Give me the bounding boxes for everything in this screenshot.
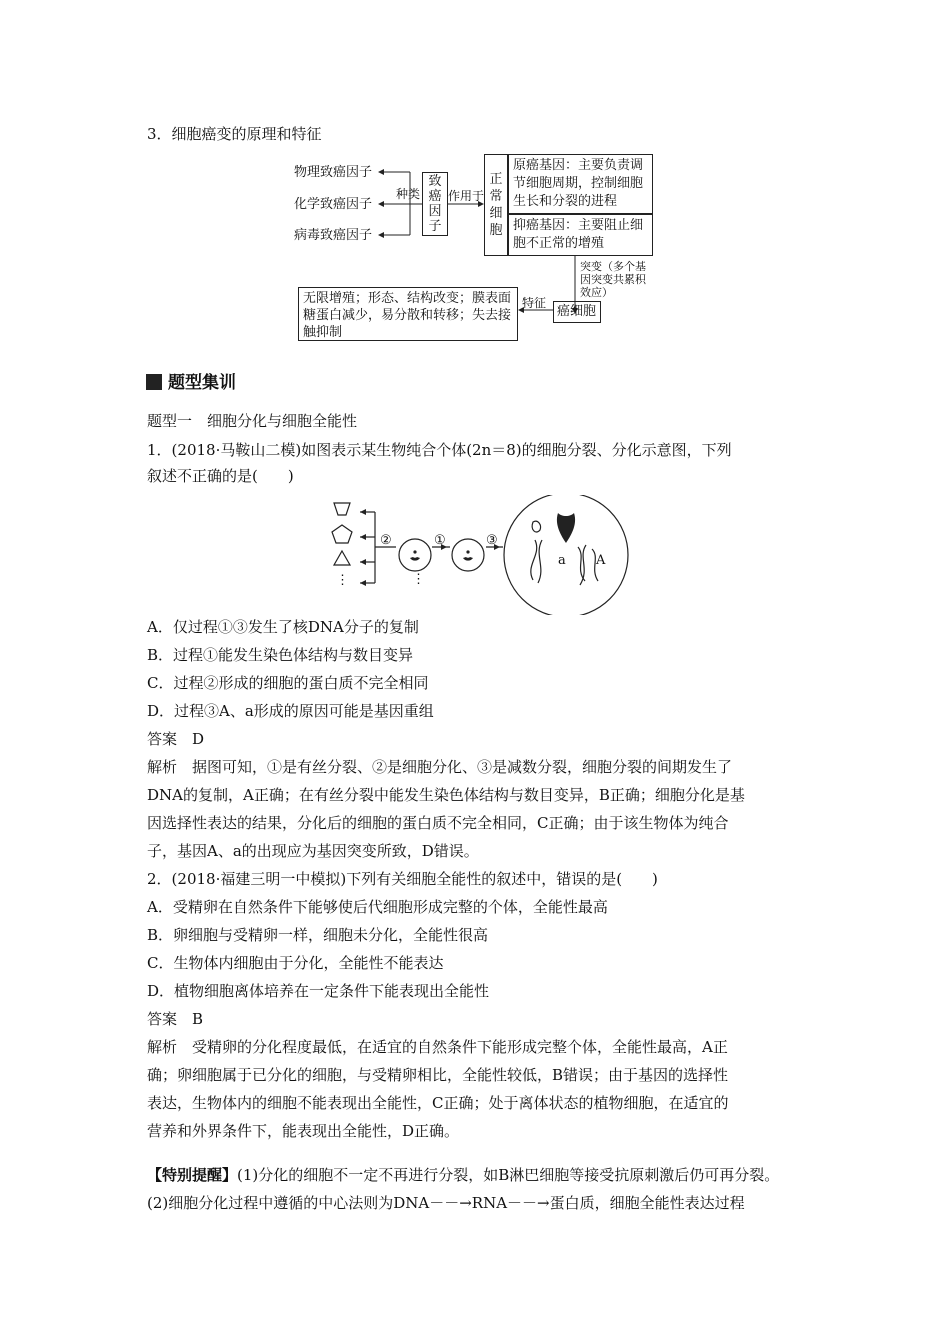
physical-factor: 物理致癌因子 bbox=[294, 165, 373, 180]
kind-label: 种类 bbox=[396, 187, 421, 201]
q2-answer: 答案 B bbox=[147, 1010, 204, 1028]
q2-option-d: D．植物细胞离体培养在一定条件下能表现出全能性 bbox=[147, 982, 490, 1000]
q1-option-c: C．过程②形成的细胞的蛋白质不完全相同 bbox=[147, 674, 429, 692]
tip-line1: 【特别提醒】(1)分化的细胞不一定不再进行分裂，如B淋巴细胞等接受抗原刺激后仍可再分裂。 bbox=[147, 1166, 780, 1184]
gene-A-label: A bbox=[596, 553, 606, 568]
q1-answer: 答案 D bbox=[147, 730, 205, 748]
q2-option-c: C．生物体内细胞由于分化，全能性不能表达 bbox=[147, 954, 444, 972]
q2-explanation-4: 营养和外界条件下，能表现出全能性，D正确。 bbox=[147, 1122, 460, 1140]
q1-option-d: D．过程③A、a形成的原因可能是基因重组 bbox=[147, 702, 434, 720]
viral-factor: 病毒致癌因子 bbox=[294, 228, 373, 243]
cancer-diagram bbox=[290, 150, 670, 345]
type1-title: 题型一 细胞分化与细胞全能性 bbox=[147, 412, 358, 430]
q2-explanation-1: 解析 受精卵的分化程度最低，在适宜的自然条件下能形成完整个体，全能性最高，A正 bbox=[147, 1038, 728, 1056]
acts-label: 作用于 bbox=[448, 189, 485, 203]
q2-option-a: A．受精卵在自然条件下能够使后代细胞形成完整的个体，全能性最高 bbox=[147, 898, 608, 916]
process-2-label: ② bbox=[380, 533, 392, 548]
q1-option-b: B．过程①能发生染色体结构与数目变异 bbox=[147, 646, 414, 664]
q1-option-a: A．仅过程①③发生了核DNA分子的复制 bbox=[147, 618, 419, 636]
section-header: 题型集训 bbox=[146, 368, 236, 393]
q1-explanation-1: 解析 据图可知，①是有丝分裂、②是细胞分化、③是减数分裂，细胞分裂的间期发生了 bbox=[147, 758, 733, 776]
dots-mid: ⋮ bbox=[412, 572, 425, 587]
cancer-cell-box: 癌细胞 bbox=[553, 301, 601, 323]
chemical-factor: 化学致癌因子 bbox=[294, 197, 373, 212]
process-3-label: ③ bbox=[486, 533, 498, 548]
q1-explanation-3: 因选择性表达的结果，分化后的细胞的蛋白质不完全相同，C正确；由于该生物体为纯合 bbox=[147, 814, 729, 832]
q1-stem-line1: 1．(2018·马鞍山二模)如图表示某生物纯合个体(2n＝8)的细胞分裂、分化示意图，下列 bbox=[147, 441, 732, 459]
dots-left: ⋮ bbox=[336, 573, 349, 588]
tumor-suppressor-box: 抑癌基因：主要阻止细胞不正常的增殖 bbox=[508, 214, 653, 256]
feature-box: 无限增殖；形态、结构改变；膜表面糖蛋白减少，易分散和转移；失去接触抑制 bbox=[298, 287, 518, 341]
section3-title: 3．细胞癌变的原理和特征 bbox=[147, 125, 322, 143]
carcinogen-box: 致癌因子 bbox=[422, 172, 448, 236]
q1-explanation-2: DNA的复制，A正确；在有丝分裂中能发生染色体结构与数目变异，B正确；细胞分化是基 bbox=[147, 786, 745, 804]
tip-label: 【特别提醒】 bbox=[147, 1166, 238, 1184]
q2-explanation-3: 表达，生物体内的细胞不能表现出全能性，C正确；处于离体状态的植物细胞，在适宜的 bbox=[147, 1094, 729, 1112]
proto-oncogene-box: 原癌基因：主要负责调节细胞周期，控制细胞生长和分裂的进程 bbox=[508, 154, 653, 214]
q2-option-b: B．卵细胞与受精卵一样，细胞未分化，全能性很高 bbox=[147, 926, 489, 944]
q1-explanation-4: 子，基因A、a的出现应为基因突变所致，D错误。 bbox=[147, 842, 479, 860]
q2-stem: 2．(2018·福建三明一中模拟)下列有关细胞全能性的叙述中，错误的是( ) bbox=[147, 870, 658, 888]
tip-line2: (2)细胞分化过程中遵循的中心法则为DNA－－→RNA－－→蛋白质，细胞全能性表达过程 bbox=[147, 1194, 745, 1212]
mutation-label: 突变（多个基因突变共累积效应） bbox=[580, 260, 646, 299]
cell-division-figure bbox=[320, 495, 640, 615]
square-icon bbox=[146, 374, 162, 390]
normal-cell-box: 正常细胞 bbox=[484, 154, 508, 256]
gene-a-label: a bbox=[558, 553, 566, 568]
feature-label: 特征 bbox=[522, 296, 547, 310]
q1-stem-line2: 叙述不正确的是( ) bbox=[147, 467, 294, 485]
process-1-label: ① bbox=[434, 533, 446, 548]
q2-explanation-2: 确；卵细胞属于已分化的细胞，与受精卵相比，全能性较低，B错误；由于基因的选择性 bbox=[147, 1066, 729, 1084]
